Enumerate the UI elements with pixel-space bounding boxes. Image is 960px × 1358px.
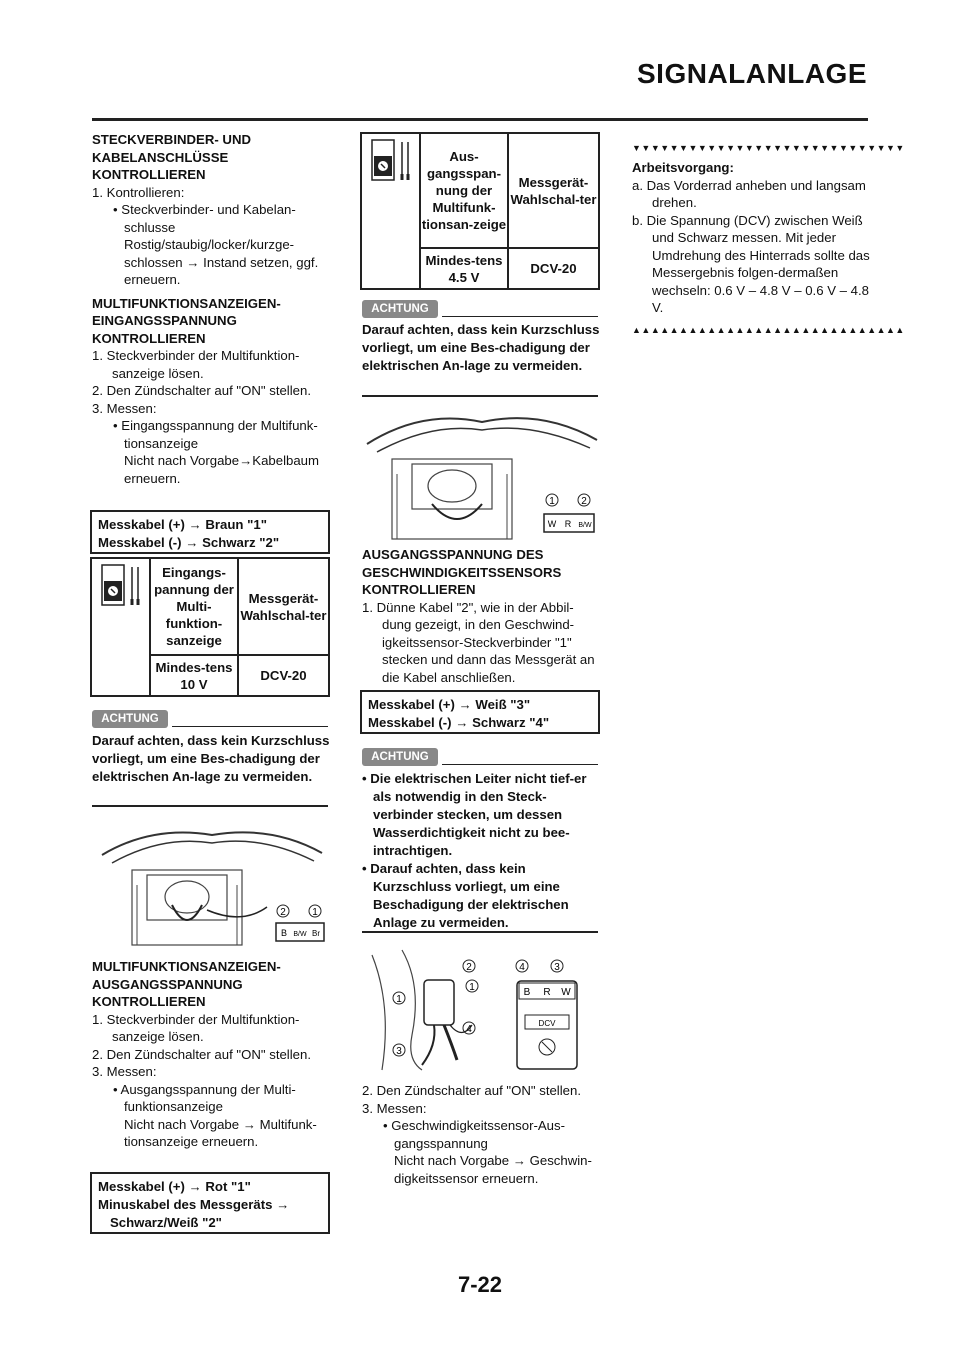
procedure-start-marker: ▼▼▼▼▼▼▼▼▼▼▼▼▼▼▼▼▼▼▼▼▼▼▼▼▼▼▼▼▼ [632,143,905,153]
procedure-title: Arbeitsvorgang: [632,160,734,175]
spec-value-selector: DCV-20 [238,655,328,695]
figure-callout: 1 [469,982,475,993]
section-heading: MULTIFUNKTIONSANZEIGEN-EINGANGSSPANNUNG KONTROLLIEREN [92,295,281,346]
caution-text [362,770,602,932]
meter-terminal: R [543,987,551,998]
page-number: 7-22 [457,1272,503,1297]
spec-table [360,132,600,290]
step: 2. Den Zündschalter auf "ON" stellen. [362,1083,582,1098]
bullet-detail: Nicht nach Vorgabe → Geschwin-digkeitssensor erneuern. [394,1153,592,1186]
figure-probe-measurement [362,945,602,1075]
spec-header-selector: Messgerät-Wahlschal-ter [238,559,328,655]
spec-value-voltage: Mindes-tens 4.5 V [425,252,503,285]
caution-rule [442,316,598,317]
step: 2. Den Zündschalter auf "ON" stellen. [92,383,312,398]
caution-end-rule [362,395,598,397]
probe-line: Messkabel (+) → Rot "1" [98,1179,251,1194]
step: 3. Messen: [92,400,157,416]
multimeter-icon-cell [92,559,150,695]
page-title: SIGNALANLAGE [637,58,867,89]
spec-header-voltage: Aus-gangsspan-nung der Multifunk-tionsan-zeige [420,134,508,248]
column-1-lower [92,958,332,1151]
figure-callout: 1 [396,994,402,1005]
probe-line: Schwarz/Weiß "2" [110,1215,222,1230]
bullet: • Ausgangsspannung der Multi-funktionsanzeige [113,1081,296,1114]
step: 3. Messen: [362,1100,427,1116]
probe-line: Messkabel (+) → Braun "1" [98,517,267,532]
figure-callout: 1 [549,496,555,507]
wire-label: B/W [578,522,592,529]
procedure-step: a. Das Vorderrad anheben und langsam drehen. [632,177,866,210]
figure-callout: 1 [312,907,318,918]
wire-label: R [564,519,572,529]
figure-callout: 3 [554,962,560,973]
spec-header-voltage: Eingangs-pannung der Multi-funktion-sanzeige [150,559,238,655]
bullet: • Eingangsspannung der Multifunk-tionsanzeige [113,418,318,451]
caution-tag: ACHTUNG [362,748,438,766]
figure-callout: 4 [519,962,525,973]
caution-bullet: • Die elektrischen Leiter nicht tief-er als notwendig in den Steck-verbinder stecken, um dessen Wasserdichtigkeit nicht zu bee-intrachtigen. [362,771,587,858]
figure-callout: 4 [466,1024,472,1035]
caution-header [362,300,598,318]
figure-callout: 3 [396,1046,402,1057]
bullet-detail: Nicht nach Vorgabe→Kabelbaum erneuern. [124,453,320,486]
multimeter-icon [96,559,146,611]
caution-tag: ACHTUNG [362,300,438,318]
procedure-end-marker: ▲▲▲▲▲▲▲▲▲▲▲▲▲▲▲▲▲▲▲▲▲▲▲▲▲▲▲▲▲ [632,324,905,335]
figure-callout: 2 [581,496,587,507]
bullet: • Steckverbinder- und Kabelan-schlusse [113,202,296,235]
probe-line: Messkabel (+) → Weiß "3" [368,697,531,712]
probe-line: Messkabel (-) → Schwarz "4" [368,715,550,730]
caution-rule [442,764,598,765]
column-2-lower [362,1082,602,1187]
step: 3. Messen: [92,1064,157,1079]
probe-box [90,510,330,554]
step: 1. Steckverbinder der Multifunktion-sanzeige lösen. [92,348,300,381]
wire-label: B/W [293,931,307,938]
step: 1. Steckverbinder der Multifunktion-sanzeige lösen. [92,1011,300,1044]
caution-text: Darauf achten, dass kein Kurzschluss vorliegt, um eine Bes-chadigung der elektrischen An-lage zu vermeiden. [92,733,330,784]
multimeter-icon [366,134,416,186]
caution-bullet: • Darauf achten, dass kein Kurzschluss vorliegt, um eine Beschadigung der elektrischen Anlage zu vermeiden. [362,861,569,930]
step: 1. Kontrollieren: [92,184,185,200]
wire-label: B [280,928,288,938]
bullet: • Geschwindigkeitssensor-Aus-gangsspannung [383,1118,565,1151]
header-rule [92,118,868,121]
bullet-detail: Nicht nach Vorgabe → Multifunk-tionsanzeige erneuern. [124,1116,317,1149]
wire-label: Br [312,929,320,938]
probe-line: Messkabel (-) → Schwarz "2" [98,535,280,550]
section-heading: AUSGANGSSPANNUNG DES GESCHWINDIGKEITSSENSORS KONTROLLIEREN [362,547,562,597]
spec-table [90,557,330,697]
step: 1. Dünne Kabel "2", wie in der Abbil-dung gezeigt, in den Geschwind-igkeitssensor-Steckverbinder "1" stecken und dann das Messgerät an die Kabel anschließen. [362,599,595,685]
probe-box [90,1172,330,1234]
column-2-middle [362,546,602,686]
procedure-step: b. Die Spannung (DCV) zwischen Weiß und Schwarz messen. Mit jeder Umdrehung des Hinterrads sollte das Messergebnis folgen-dermaßen wechseln: 0.6 V – 4.8 V – 0.6 V – 4.8 V. [632,212,870,315]
step: 2. Den Zündschalter auf "ON" stellen. [92,1046,312,1062]
meter-mode-label: DCV [538,1019,556,1028]
spec-value-voltage: Mindes-tens 10 V [155,659,233,692]
spec-header-selector: Messgerät-Wahlschal-ter [508,134,598,248]
figure-callout: 2 [280,907,286,918]
caution-rule [172,726,328,727]
section-heading: STECKVERBINDER- UND KABELANSCHLÜSSE KONTROLLIEREN [92,132,251,182]
caution-header [362,748,598,766]
figure-callout: 2 [466,962,472,973]
meter-terminal: B [523,987,531,998]
bullet-detail: Rostig/staubig/locker/kurzge-schlossen → Instand setzen, ggf. erneuern. [124,237,319,287]
spec-value-selector: DCV-20 [508,248,598,288]
column-3 [632,143,905,335]
caution-text: Darauf achten, dass kein Kurzschluss vorliegt, um eine Bes-chadigung der elektrischen An-lage zu vermeiden. [362,322,600,373]
figure-speed-sensor-connector [362,404,602,542]
figure-meter-connector [92,815,332,955]
caution-header [92,710,328,728]
caution-end-rule [362,931,598,933]
probe-box [360,690,600,734]
probe-line: Minuskabel des Messgeräts → [98,1197,290,1212]
caution-end-rule [92,805,328,807]
multimeter-icon-cell [362,134,420,288]
section-heading: MULTIFUNKTIONSANZEIGEN-AUSGANGSSPANNUNG KONTROLLIEREN [92,959,281,1009]
meter-terminal: W [561,987,571,998]
wire-label: W [547,519,557,529]
caution-tag: ACHTUNG [92,710,168,728]
column-1 [92,131,332,487]
